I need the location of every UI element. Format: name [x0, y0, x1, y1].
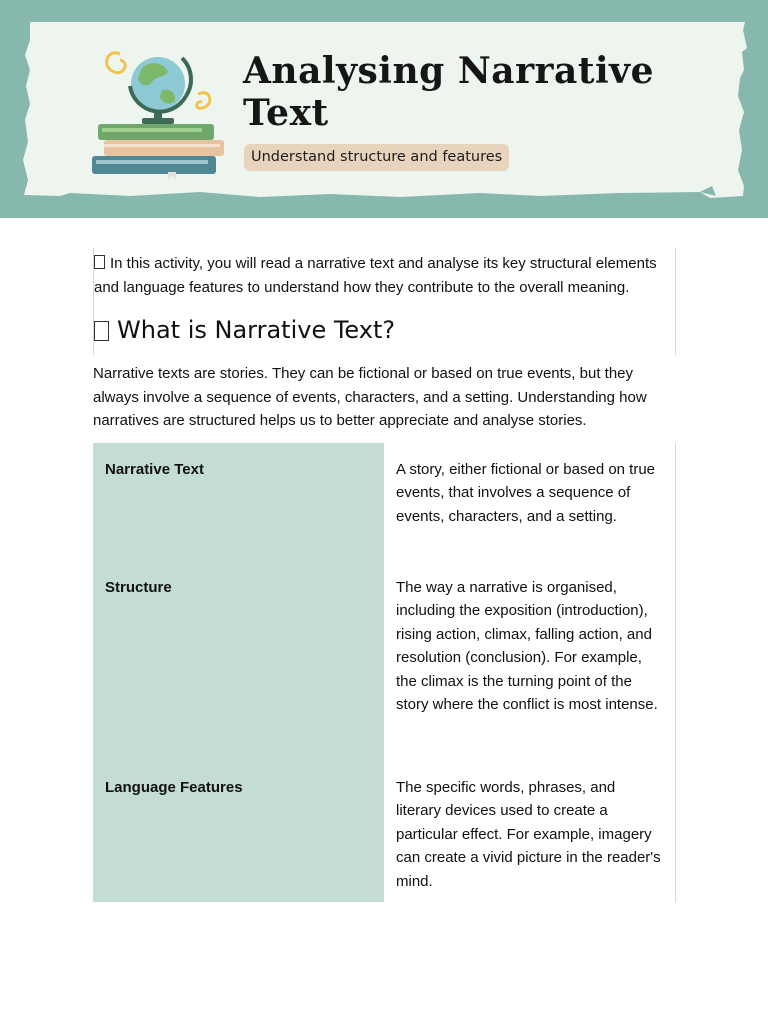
term-cell: Language Features [93, 761, 384, 902]
subtitle-badge: Understand structure and features [244, 144, 509, 171]
table-row [93, 443, 676, 561]
table-row [93, 561, 676, 761]
definition-cell: The specific words, phrases, and literary devices used to create a particular effect. For example, imagery can create a vivid picture in the reader's mind. [384, 761, 676, 902]
definition-cell: A story, either fictional or based on true events, that involves a sequence of events, characters, and a setting. [384, 443, 676, 561]
definitions-table [93, 443, 676, 902]
main-content [93, 248, 676, 902]
missing-glyph-icon [94, 255, 105, 269]
section-paragraph: Narrative texts are stories. They can be fictional or based on true events, but they always involve a sequence of events, characters, and a setting. Understanding how narratives are structured helps us to better appreciate and analyse stories. [93, 365, 647, 429]
intro-text: In this activity, you will read a narrative text and analyse its key structural elements and language features to understand how they contribute to the overall meaning. [94, 255, 657, 296]
globe-books-illustration [90, 46, 230, 182]
page-title: Analysing Narrative Text [243, 50, 654, 134]
table-row [93, 761, 676, 902]
header-banner [0, 0, 768, 218]
missing-glyph-icon [94, 321, 109, 341]
intro-paragraph [94, 248, 675, 299]
definition-cell: The way a narrative is organised, including the exposition (introduction), rising action, climax, falling action, and resolution (conclusion). For example, the climax is the turning point of the story where the conflict is most intense. [384, 561, 676, 761]
section-heading [94, 315, 675, 345]
term-cell: Narrative Text [93, 443, 384, 561]
section-heading-text: What is Narrative Text? [117, 316, 396, 344]
intro-box [93, 248, 676, 355]
term-cell: Structure [93, 561, 384, 761]
